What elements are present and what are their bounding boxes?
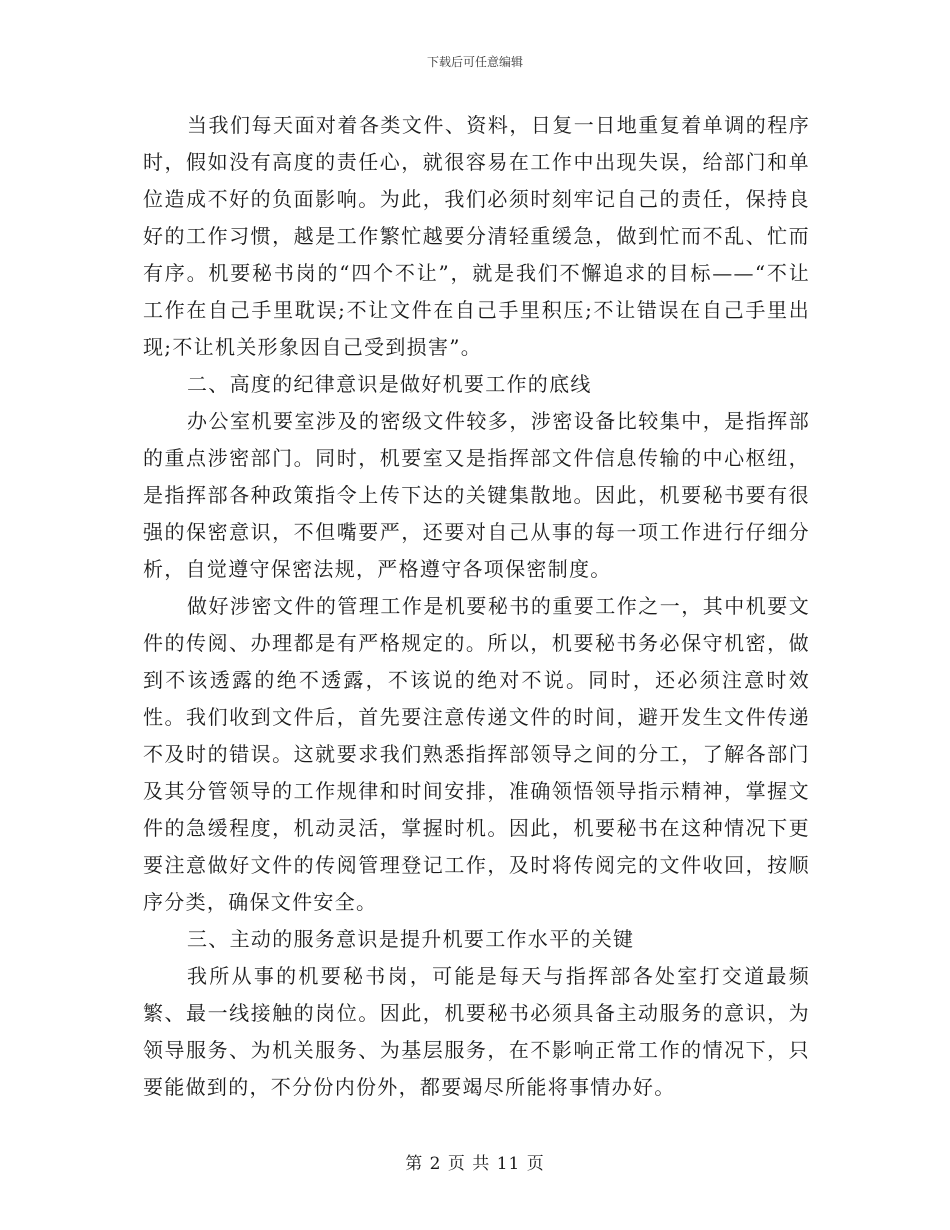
footer-current-page: 2	[429, 1154, 442, 1174]
page-header: 下载后可任意编辑	[426, 55, 523, 69]
document-body	[143, 107, 810, 1106]
footer-prefix: 第	[405, 1154, 424, 1174]
paragraph-confidentiality: 办公室机要室涉及的密级文件较多，涉密设备比较集中，是指挥部的重点涉密部门。同时，机要室又是指挥部文件信息传输的中心枢纽，是指挥部各种政策指令上传下达的关键集散地。因此，机要秘书要有很强的保密意识，不但嘴要严，还要对自己从事的每一项工作进行仔细分析，自觉遵守保密法规，严格遵守各项保密制度。	[143, 409, 810, 581]
section-heading-service: 三、主动的服务意识是提升机要工作水平的关键	[187, 927, 635, 951]
paragraph-document-management: 做好涉密文件的管理工作是机要秘书的重要工作之一，其中机要文件的传阅、办理都是有严格规定的。所以，机要秘书务必保守机密，做到不该透露的绝不透露，不该说的绝对不说。同时，还必须注意时效性。我们收到文件后，首先要注意传递文件的时间，避开发生文件传递不及时的错误。这就要求我们熟悉指挥部领导之间的分工，了解各部门及其分管领导的工作规律和时间安排，准确领悟领导指示精神，掌握文件的急缓程度，机动灵活，掌握时机。因此，机要秘书在这种情况下更要注意做好文件的传阅管理登记工作，及时将传阅完的文件收回，按顺序分类，确保文件安全。	[143, 594, 810, 914]
page-footer	[0, 1153, 950, 1175]
paragraph-responsibility: 当我们每天面对着各类文件、资料，日复一日地重复着单调的程序时，假如没有高度的责任心，就很容易在工作中出现失误，给部门和单位造成不好的负面影响。为此，我们必须时刻牢记自己的责任，保持良好的工作习惯，越是工作繁忙越要分清轻重缓急，做到忙而不乱、忙而有序。机要秘书岗的“四个不让”，就是我们不懈追求的目标——“不让工作在自己手里耽误;不让文件在自己手里积压;不让错误在自己手里出现;不让机关形象因自己受到损害”。	[143, 113, 810, 359]
section-heading-discipline: 二、高度的纪律意识是做好机要工作的底线	[187, 372, 592, 396]
footer-suffix: 页	[526, 1154, 545, 1174]
paragraph-service-awareness: 我所从事的机要秘书岗，可能是每天与指挥部各处室打交道最频繁、最一线接触的岗位。因此，机要秘书必须具备主动服务的意识，为领导服务、为机关服务、为基层服务，在不影响正常工作的情况下，只要能做到的，不分份内份外，都要竭尽所能将事情办好。	[143, 964, 810, 1099]
footer-total-pages: 11	[496, 1154, 521, 1174]
footer-middle: 页 共	[447, 1154, 491, 1174]
